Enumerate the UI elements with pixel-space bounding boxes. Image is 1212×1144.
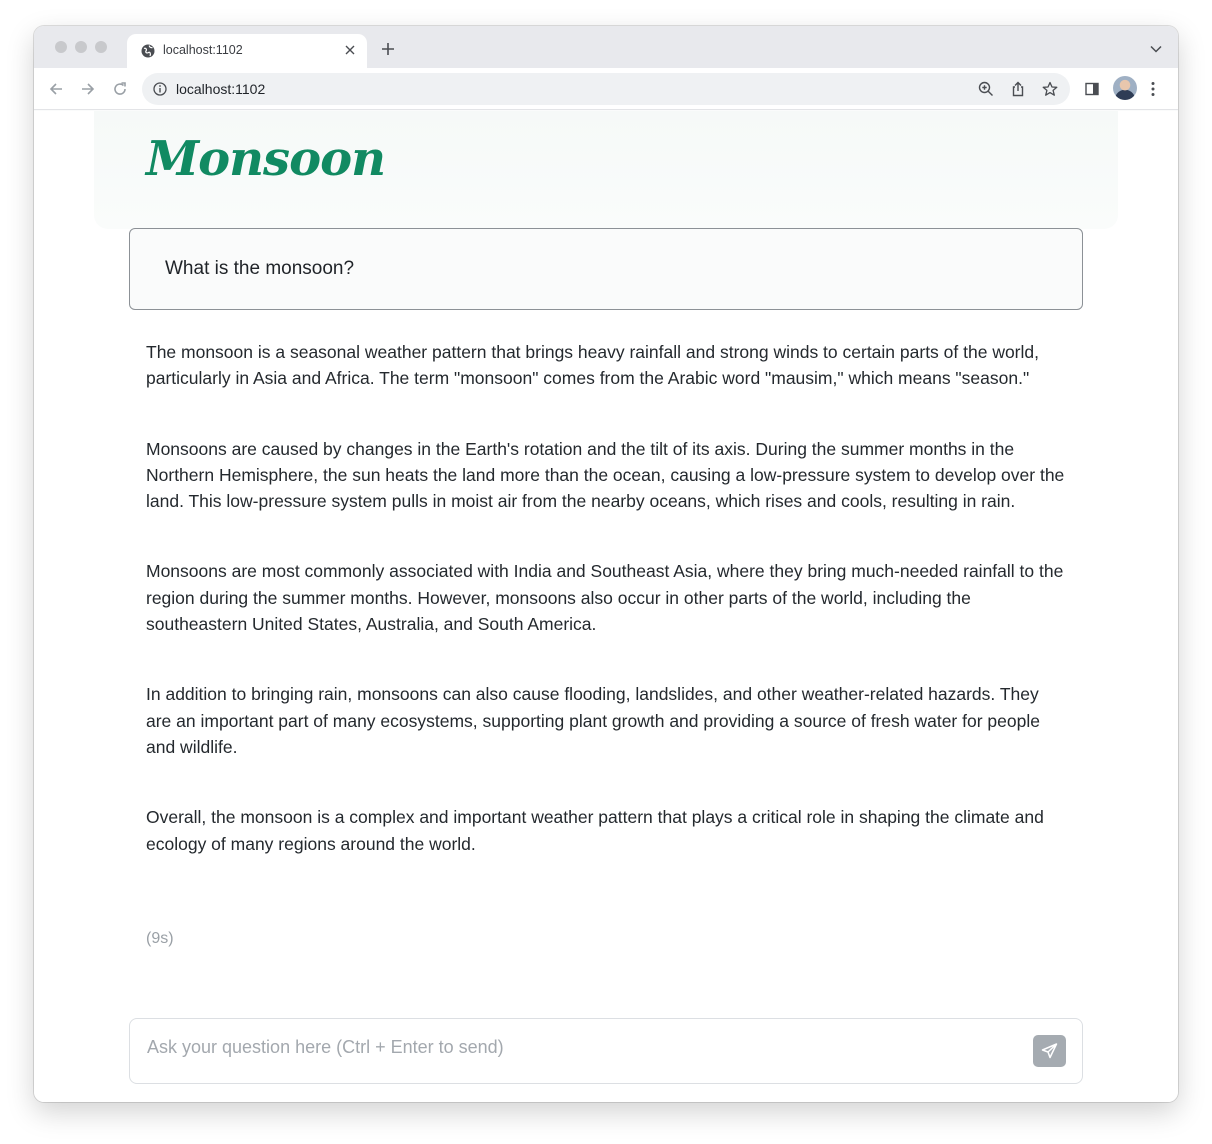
send-icon [1041,1043,1058,1059]
answer-text [146,339,1066,857]
question-card [129,228,1083,310]
address-bar[interactable] [142,73,1070,105]
tab-strip [34,26,1178,68]
avatar[interactable] [1113,76,1137,100]
minimize-window-button[interactable] [75,41,87,53]
close-icon[interactable] [343,43,357,57]
chevron-down-icon[interactable] [1150,45,1162,53]
reload-icon[interactable] [112,81,128,97]
answer-paragraph: Monsoons are most commonly associated with India and Southeast Asia, where they bring much-needed rainfall to the region during the summer months. However, monsoons also occur in other parts of the world, including the southeastern United States, Australia, and South America. [146,561,1064,635]
send-button[interactable] [1033,1035,1066,1067]
maximize-window-button[interactable] [95,41,107,53]
browser-toolbar [34,68,1178,110]
answer-paragraph: Monsoons are caused by changes in the Earth's rotation and the tilt of its axis. During the summer months in the Northern Hemisphere, the sun heats the land more than the ocean, causing a low-pressure system to develop over the land. This low-pressure system pulls in moist air from the nearby oceans, which rises and cools, resulting in rain. [146,438,1065,512]
globe-icon [141,44,155,58]
question-text: What is the monsoon? [165,258,355,279]
app-logo: Monsoon [146,131,385,187]
browser-tab[interactable] [127,34,367,68]
question-input-box [129,1018,1083,1084]
new-tab-plus-icon[interactable] [380,41,396,57]
star-icon[interactable] [1042,81,1058,97]
arrow-left-icon[interactable] [48,81,64,97]
question-input[interactable] [147,1037,1007,1065]
page-content [34,111,1178,1102]
site-info-icon[interactable] [153,82,167,96]
answer-paragraph: In addition to bringing rain, monsoons can also cause flooding, landslides, and other weather-related hazards. They are an important part of many ecosystems, supporting plant growth and providing a source of fresh water for people and wildlife. [146,684,1040,757]
kebab-menu-icon[interactable] [1151,81,1155,97]
share-icon[interactable] [1010,81,1026,97]
zoom-icon[interactable] [978,81,994,97]
response-time: (9s) [146,930,174,947]
side-panel-icon[interactable] [1084,81,1100,97]
answer-paragraph: Overall, the monsoon is a complex and important weather pattern that plays a critical role in shaping the climate and ecology of many regions around the world. [146,807,1044,854]
tab-title: localhost:1102 [163,43,243,57]
browser-window [34,26,1178,1102]
close-window-button[interactable] [55,41,67,53]
arrow-right-icon[interactable] [80,81,96,97]
url-text: localhost:1102 [176,81,266,97]
answer-paragraph: The monsoon is a seasonal weather pattern that brings heavy rainfall and strong winds to certain parts of the world, particularly in Asia and Africa. The term "monsoon" comes from the Arabic word "mausim," which means "season." [146,342,1039,389]
